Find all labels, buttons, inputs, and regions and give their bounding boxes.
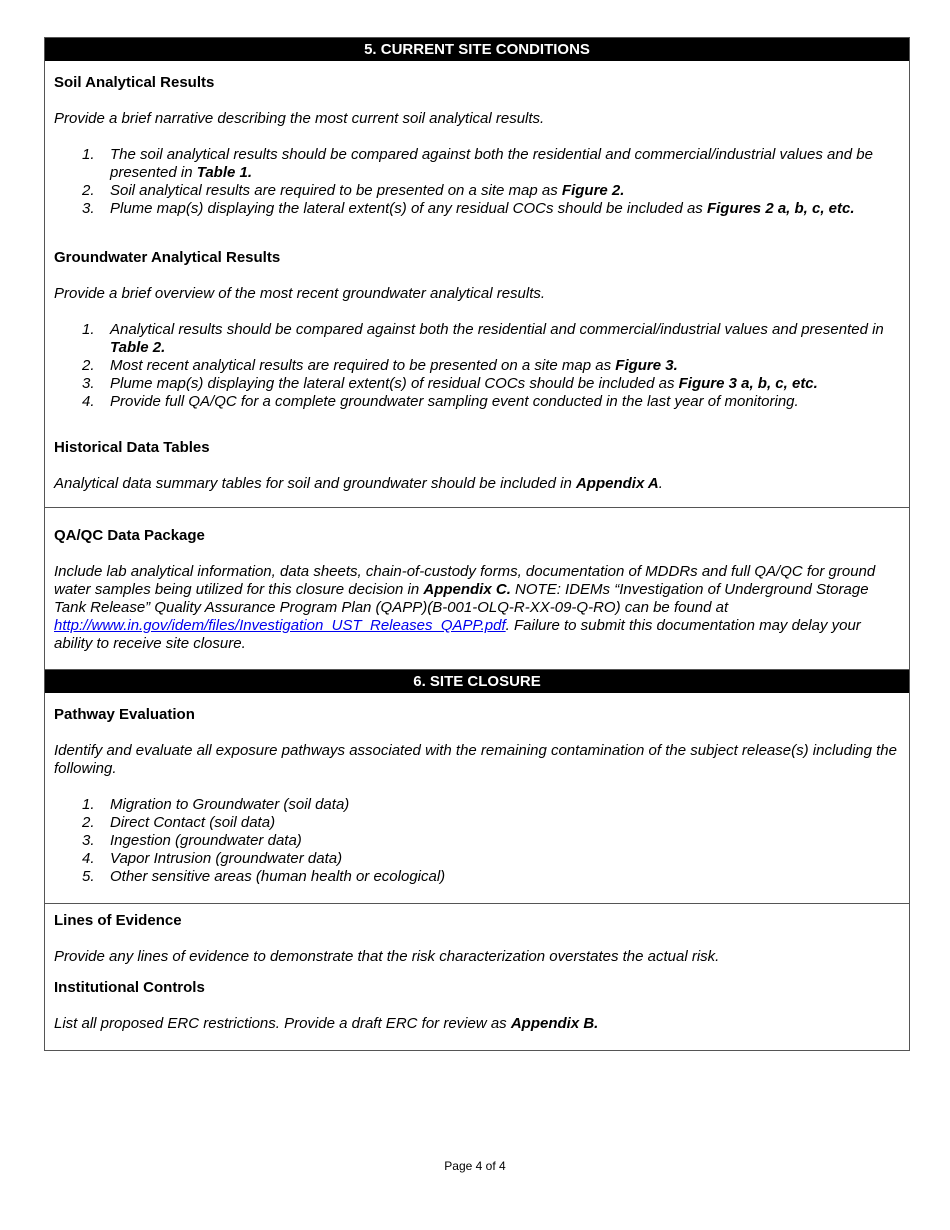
- section-6-box: [44, 669, 910, 904]
- list-item: 5. Other sensitive areas (human health or ecological): [82, 868, 446, 885]
- page-number: Page 4 of 4: [444, 1159, 506, 1173]
- qaqc-text: Include lab analytical information, data sheets, chain-of-custody forms, documentation of MDDRs and full QA/QC for ground water samples being utilized for this closure decision in Appendix C. NOTE: IDEMs “Investigation of Underground Storage Tank Release” Quality Assurance Program Plan (QAPP)(B-001-OLQ-R-XX-09-Q-RO) can be found at http://www.in.gov/idem/files/Investigation_UST_Releases_QAPP.pdf. Failure to submit this documentation may delay your ability to receive site closure.: [54, 563, 876, 652]
- qaqc-box: [44, 507, 910, 670]
- groundwater-heading: Groundwater Analytical Results: [54, 249, 281, 266]
- groundwater-intro: Provide a brief overview of the most recent groundwater analytical results.: [54, 285, 546, 302]
- evidence-heading: Lines of Evidence: [54, 912, 182, 929]
- list-item: 3. Plume map(s) displaying the lateral extent(s) of any residual COCs should be included as Figures 2 a, b, c, etc.: [82, 200, 855, 217]
- list-item: 4. Vapor Intrusion (groundwater data): [82, 850, 343, 867]
- list-item: 2. Direct Contact (soil data): [82, 814, 276, 831]
- qapp-link[interactable]: http://www.in.gov/idem/files/Investigation_UST_Releases_QAPP.pdf: [54, 617, 506, 634]
- soil-intro: Provide a brief narrative describing the most current soil analytical results.: [54, 110, 545, 127]
- qaqc-heading: QA/QC Data Package: [54, 527, 205, 544]
- list-item: 2. Most recent analytical results are required to be presented on a site map as Figure 3.: [82, 357, 678, 374]
- list-item: 1. Migration to Groundwater (soil data): [82, 796, 350, 813]
- evidence-text: Provide any lines of evidence to demonstrate that the risk characterization overstates the actual risk.: [54, 948, 720, 965]
- list-item: 1. Analytical results should be compared against both the residential and commercial/industrial values and presented in Table 2.: [82, 321, 884, 356]
- historical-heading: Historical Data Tables: [54, 439, 210, 456]
- list-item: 3. Ingestion (groundwater data): [82, 832, 302, 849]
- pathway-list: [54, 796, 900, 886]
- list-item: 3. Plume map(s) displaying the lateral extent(s) of residual COCs should be included as Figure 3 a, b, c, etc.: [82, 375, 818, 392]
- pathway-heading: Pathway Evaluation: [54, 706, 195, 723]
- controls-heading: Institutional Controls: [54, 979, 205, 996]
- soil-heading: Soil Analytical Results: [54, 74, 215, 91]
- historical-text: Analytical data summary tables for soil and groundwater should be included in Appendix A.: [54, 475, 663, 492]
- section-5-box: [44, 37, 910, 508]
- pathway-intro: Identify and evaluate all exposure pathways associated with the remaining contamination of the subject release(s) including the following.: [54, 742, 897, 777]
- soil-list: [54, 146, 900, 218]
- controls-text: List all proposed ERC restrictions. Provide a draft ERC for review as Appendix B.: [54, 1015, 599, 1032]
- groundwater-list: [54, 321, 900, 411]
- section-6-title: 6. SITE CLOSURE: [45, 670, 909, 693]
- list-item: 4. Provide full QA/QC for a complete groundwater sampling event conducted in the last year of monitoring.: [82, 393, 799, 410]
- list-item: 1. The soil analytical results should be compared against both the residential and commercial/industrial values and be presented in Table 1.: [82, 146, 873, 181]
- evidence-box: [44, 903, 910, 1051]
- list-item: 2. Soil analytical results are required to be presented on a site map as Figure 2.: [82, 182, 625, 199]
- section-5-title: 5. CURRENT SITE CONDITIONS: [45, 38, 909, 61]
